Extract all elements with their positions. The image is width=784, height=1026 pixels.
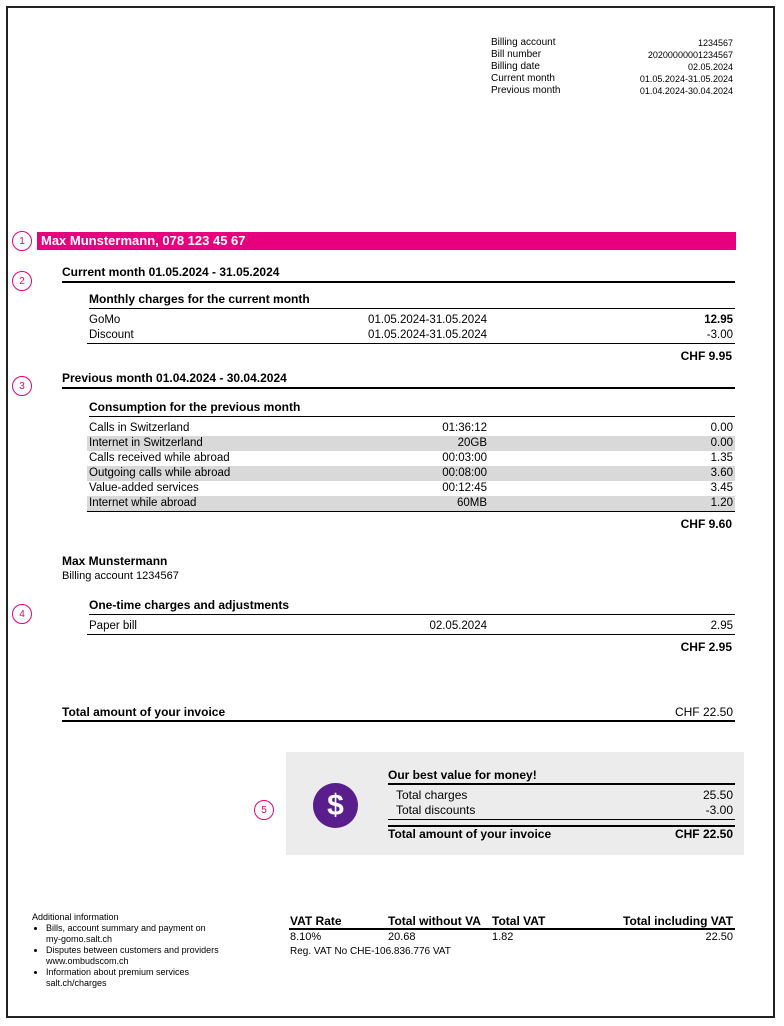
vat-including-header: Total including VAT <box>623 914 733 928</box>
meta-row: Current month 01.05.2024-31.05.2024 <box>491 73 733 84</box>
vat-without-header: Total without VA <box>388 914 481 928</box>
value-box-title: Our best value for money! <box>388 768 735 785</box>
vat-registration-number: Reg. VAT No CHE-106.836.776 VAT <box>290 946 451 957</box>
current-month-heading: Current month 01.05.2024 - 31.05.2024 <box>62 265 735 283</box>
vat-total-header: Total VAT <box>492 914 546 928</box>
divider <box>289 928 735 930</box>
vat-rate-header: VAT Rate <box>290 914 342 928</box>
divider <box>388 819 735 820</box>
list-item: • Information about premium services salt.ch/charges <box>46 967 262 989</box>
marker-2: 2 <box>12 271 32 291</box>
table-row: Value-added services 00:12:45 3.45 <box>89 482 733 494</box>
meta-row: Billing account 1234567 <box>491 37 733 48</box>
meta-row: Previous month 01.04.2024-30.04.2024 <box>491 85 733 96</box>
vat-total-value: 1.82 <box>492 931 514 943</box>
table-row: Calls in Switzerland 01:36:12 0.00 <box>89 422 733 434</box>
meta-row: Bill number 20200000001234567 <box>491 49 733 60</box>
one-time-charges-heading: One-time charges and adjustments <box>89 598 735 615</box>
table-row: Internet while abroad 60MB 1.20 <box>89 497 733 509</box>
billing-meta <box>491 37 733 97</box>
table-row: Outgoing calls while abroad 00:08:00 3.60 <box>89 467 733 479</box>
table-row: Internet in Switzerland 20GB 0.00 <box>89 437 733 449</box>
current-month-subtotal: CHF 9.95 <box>680 349 732 363</box>
value-box-total: Total amount of your invoice CHF 22.50 <box>388 827 733 841</box>
page-frame <box>6 6 775 1018</box>
vat-including-value: 22.50 <box>705 931 733 943</box>
marker-5: 5 <box>254 800 274 820</box>
list-item: • Disputes between customers and providers www.ombudscom.ch <box>46 945 262 967</box>
vat-rate-value: 8.10% <box>290 931 322 943</box>
table-row: Calls received while abroad 00:03:00 1.35 <box>89 452 733 464</box>
table-row: GoMo 01.05.2024-31.05.2024 12.95 <box>89 314 733 326</box>
meta-row: Billing date 02.05.2024 <box>491 61 733 72</box>
table-row: Paper bill 02.05.2024 2.95 <box>89 620 733 632</box>
vat-without-value: 20.68 <box>388 931 416 943</box>
table-row: Discount 01.05.2024-31.05.2024 -3.00 <box>89 329 733 341</box>
customer-name-bar: Max Munstermann, 078 123 45 67 <box>37 232 736 250</box>
consumption-heading: Consumption for the previous month <box>89 400 735 417</box>
marker-3: 3 <box>12 376 32 396</box>
additional-information <box>32 912 262 989</box>
account-holder-billing-account: Billing account 1234567 <box>62 570 179 582</box>
one-time-subtotal: CHF 2.95 <box>680 640 732 654</box>
list-item: • Bills, account summary and payment on my-gomo.salt.ch <box>46 923 262 945</box>
account-holder-name: Max Munstermann <box>62 554 168 568</box>
marker-4: 4 <box>12 604 32 624</box>
previous-month-heading: Previous month 01.04.2024 - 30.04.2024 <box>62 371 735 389</box>
additional-info-list <box>32 923 262 989</box>
divider <box>87 511 735 512</box>
invoice-total: Total amount of your invoice CHF 22.50 <box>62 705 735 722</box>
additional-info-title: Additional information <box>32 912 119 922</box>
dollar-icon: $ <box>313 783 358 828</box>
marker-1: 1 <box>12 231 32 251</box>
divider <box>87 634 735 635</box>
previous-month-subtotal: CHF 9.60 <box>680 517 732 531</box>
divider <box>87 343 735 344</box>
monthly-charges-heading: Monthly charges for the current month <box>89 292 735 309</box>
